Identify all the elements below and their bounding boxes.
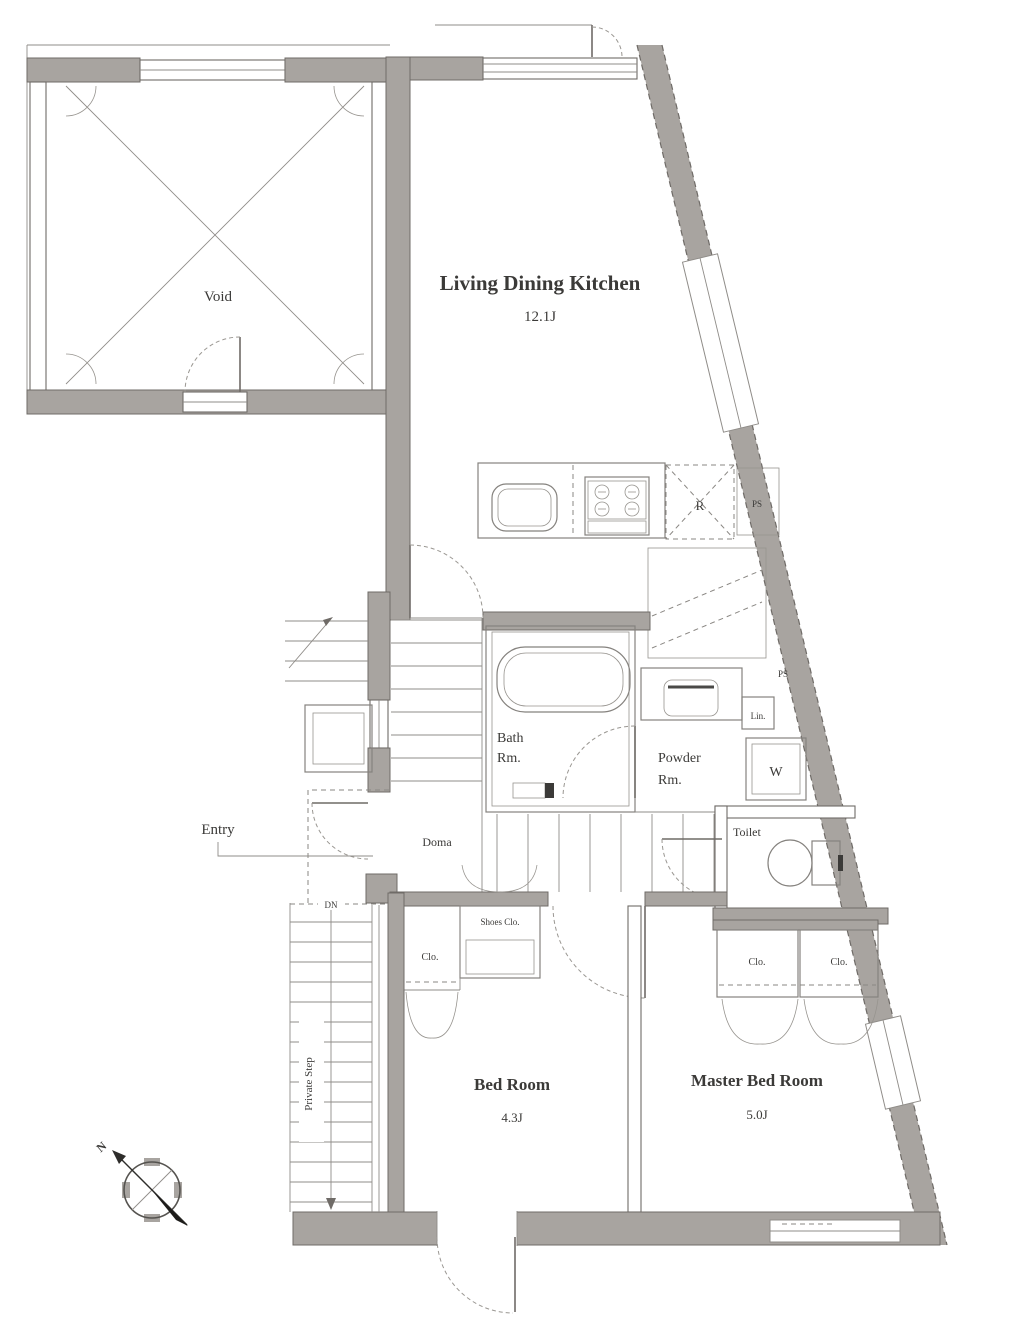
wall-ldk-bath bbox=[483, 612, 650, 630]
void-label: Void bbox=[203, 289, 233, 305]
wall-between-bedrooms bbox=[628, 906, 641, 1212]
pipe-space-kitchen-label: PS bbox=[751, 499, 763, 509]
master-bedroom-label: Master Bed Room bbox=[691, 1071, 823, 1090]
pipe-space-powder-label: PS bbox=[777, 669, 789, 679]
bathtub bbox=[497, 647, 630, 712]
ldk-door bbox=[410, 545, 483, 618]
ldk-size: 12.1J bbox=[523, 309, 557, 325]
private-step-label: Private Step bbox=[303, 1057, 315, 1111]
toilet-door bbox=[662, 839, 722, 899]
kitchen-counter bbox=[478, 463, 779, 539]
bedroom-exterior-door bbox=[437, 1237, 515, 1313]
room-powder bbox=[641, 668, 806, 800]
entry-label: Entry bbox=[201, 822, 235, 838]
linen-label: Lin. bbox=[750, 711, 766, 721]
south-wall bbox=[293, 1211, 940, 1313]
toilet-label: Toilet bbox=[733, 825, 761, 839]
slanted-wall-window-lower bbox=[866, 1016, 921, 1109]
compass-icon bbox=[94, 1139, 188, 1226]
cupboard bbox=[648, 548, 766, 658]
meter-box bbox=[305, 705, 372, 772]
wall-hall-bedroom-right bbox=[645, 892, 727, 906]
stove bbox=[585, 477, 649, 535]
bedroom-size: 4.3J bbox=[501, 1110, 523, 1125]
washer-space bbox=[746, 738, 806, 800]
slanted-wall bbox=[637, 45, 947, 1245]
bath-door bbox=[563, 726, 635, 798]
internal-stairs bbox=[368, 592, 482, 892]
bedroom-closet bbox=[404, 906, 460, 1038]
entry bbox=[201, 790, 397, 903]
doma-label: Doma bbox=[422, 835, 452, 849]
master-bedroom-size: 5.0J bbox=[746, 1107, 768, 1122]
master-bedroom-window bbox=[770, 1220, 900, 1242]
external-steps bbox=[285, 617, 368, 681]
down-marker-label: DN bbox=[324, 900, 338, 910]
washer-label: W bbox=[769, 765, 783, 780]
private-step bbox=[290, 896, 388, 1212]
wall-bedroom-west bbox=[388, 893, 404, 1212]
roof-edge-lines bbox=[27, 25, 592, 414]
bath-label-1: Bath bbox=[497, 731, 524, 746]
refrigerator-space bbox=[666, 465, 734, 539]
master-closet-left-label: Clo. bbox=[748, 957, 766, 968]
slanted-wall-window-upper bbox=[683, 254, 759, 432]
powder-label-2: Rm. bbox=[658, 773, 682, 788]
stair-direction-arrow bbox=[326, 1198, 336, 1210]
master-closet-right-label: Clo. bbox=[830, 957, 848, 968]
ldk-label: Living Dining Kitchen bbox=[439, 271, 641, 295]
shoes-closet-label: Shoes Clo. bbox=[480, 917, 520, 927]
bedroom-closet-label: Clo. bbox=[421, 952, 439, 963]
linen-closet bbox=[742, 697, 774, 729]
room-void bbox=[27, 58, 390, 414]
room-bath bbox=[486, 626, 635, 812]
bedroom-label: Bed Room bbox=[473, 1075, 551, 1094]
compass-north-label: N bbox=[93, 1138, 110, 1156]
bath-label-2: Rm. bbox=[497, 751, 521, 766]
refrigerator-label: R bbox=[695, 498, 705, 513]
vanity-sink bbox=[641, 668, 742, 720]
balcony-door bbox=[592, 25, 622, 57]
powder-label-1: Powder bbox=[658, 751, 701, 766]
void-door bbox=[185, 337, 240, 392]
wall-hall-bedroom-left bbox=[390, 892, 548, 906]
